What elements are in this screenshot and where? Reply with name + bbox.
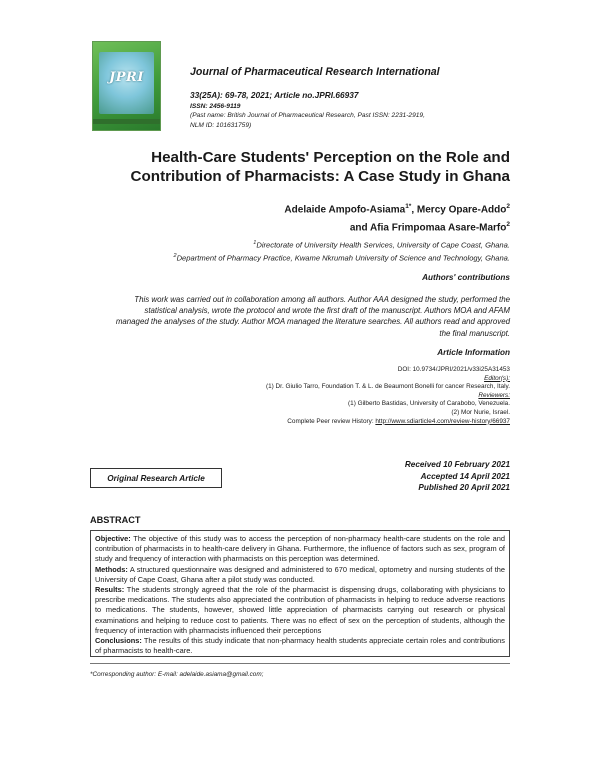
affiliation-line: Department of Pharmacy Practice, Kwame Nkrumah University of Science and Technology, Ghana. bbox=[176, 253, 510, 263]
results-label: Results: bbox=[95, 585, 125, 595]
affiliation-mark: 2 bbox=[173, 252, 177, 259]
journal-logo: JPRI bbox=[109, 70, 144, 85]
journal-cover-image bbox=[93, 42, 160, 130]
author-affiliation-mark: 2 bbox=[506, 221, 510, 229]
author-affiliation-mark: 1* bbox=[405, 203, 412, 210]
author-name: Adelaide Ampofo-Asiama bbox=[284, 204, 406, 216]
review-history-label: Complete Peer review History: bbox=[287, 417, 376, 425]
issn: ISSN: 2456-9119 bbox=[190, 103, 241, 110]
conclusions-text: The results of this study indicate that non-pharmacy health students appreciate certain roles and contributions of pharmacists to health-care. bbox=[95, 636, 505, 656]
conclusions-label: Conclusions: bbox=[95, 636, 142, 646]
accepted-date: Accepted 14 April 2021 bbox=[420, 471, 510, 481]
editor-entry: (1) Dr. Giulio Tarro, Foundation T. & L. de Beaumont Bonelli for cancer Research, Italy. bbox=[265, 383, 510, 391]
abstract-objective bbox=[95, 534, 505, 565]
article-type-badge: Original Research Article bbox=[90, 468, 222, 488]
contributions-text: This work was carried out in collaboration among all authors. Author AAA designed the study, performed the statistical analysis, wrote the protocol and wrote the first draft of the manuscript. Authors MOA and AFAM managed the analyses of the study. Author MOA managed the literature searches. All authors read and approved the final manuscript. bbox=[115, 295, 510, 338]
article-info-heading: Article Information bbox=[437, 348, 510, 357]
methods-text: A structured questionnaire was designed and administered to 670 medical, optometry and nursing students of the University of Cape Coast, Ghana after a pilot study was conducted. bbox=[95, 564, 505, 584]
author-name: Mercy Opare-Addo bbox=[416, 204, 507, 216]
article-info bbox=[266, 366, 510, 426]
previous-name-line1: (Past name: British Journal of Pharmaceutical Research, Past ISSN: 2231-2919, bbox=[190, 112, 425, 119]
contributions-heading: Authors' contributions bbox=[422, 273, 510, 282]
author-conjunction: and bbox=[349, 222, 371, 234]
published-date: Published 20 April 2021 bbox=[418, 483, 510, 492]
abstract-heading: ABSTRACT bbox=[90, 515, 141, 525]
abstract-conclusions bbox=[95, 636, 505, 656]
author-name: Afia Frimpomaa Asare-Marfo bbox=[370, 222, 507, 234]
previous-name-line2: NLM ID: 101631759) bbox=[190, 122, 252, 129]
affiliations bbox=[174, 238, 511, 263]
title-line2: Contribution of Pharmacists: A Case Study in Ghana bbox=[130, 168, 510, 185]
received-date: Received 10 February 2021 bbox=[404, 460, 510, 469]
journal-name: Journal of Pharmaceutical Research International bbox=[190, 66, 440, 78]
affiliation-mark: 1 bbox=[253, 240, 257, 246]
editor-label: Editor(s): bbox=[484, 374, 510, 382]
abstract-methods bbox=[95, 565, 505, 585]
objective-label: Objective: bbox=[95, 534, 131, 543]
methods-label: Methods: bbox=[95, 564, 128, 574]
corresponding-author-footnote: *Corresponding author: E-mail: adelaide.asiama@gmail.com; bbox=[90, 671, 264, 678]
paper-title bbox=[90, 148, 510, 186]
cover-strip bbox=[93, 119, 160, 124]
author-separator: , bbox=[411, 204, 417, 216]
reviewers-label: Reviewers: bbox=[478, 391, 510, 399]
review-history-link[interactable]: http://www.sdiarticle4.com/review-history/66937 bbox=[375, 417, 510, 425]
author-list bbox=[284, 199, 510, 236]
reviewer-entry: (2) Mor Nurie, Israel. bbox=[451, 408, 510, 416]
author-affiliation-mark: 2 bbox=[506, 203, 510, 210]
journal-meta bbox=[190, 90, 425, 130]
doi: DOI: 10.9734/JPRI/2021/v33i25A31453 bbox=[397, 366, 510, 373]
abstract-results bbox=[95, 585, 505, 636]
affiliation-line: Directorate of University Health Services, University of Cape Coast, Ghana. bbox=[256, 240, 510, 250]
publication-dates bbox=[405, 459, 510, 494]
objective-text: The objective of this study was to access the perception of non-pharmacy health-care students on the role and contribution of pharmacists in to health-care delivery in Ghana. Furthermore, the influence of factors such as sex, program of study and frequency of interaction with pharmacists on this perception was determined. bbox=[95, 534, 505, 564]
results-text: The students strongly agreed that the role of the pharmacist is dispensing drugs, collaborating with physicians to prescribe medications. The students also appreciated the contribution of pharmacists in helping to reduce adverse reactions to medications. The students, however, showed little appreciation of pharmacists carrying out research or physical examinations and helping to reduce cost to patients. There was no effect of sex on the perception of students, although the frequency of interaction with pharmacists influenced their perceptions bbox=[95, 585, 505, 635]
reviewer-entry: (1) Gilberto Bastidas, University of Carabobo, Venezuela. bbox=[348, 400, 510, 408]
volume-line: 33(25A): 69-78, 2021; Article no.JPRI.66937 bbox=[190, 90, 359, 100]
abstract-box bbox=[90, 530, 510, 657]
footnote-divider bbox=[90, 663, 510, 664]
title-line1: Health-Care Students' Perception on the Role and bbox=[151, 149, 510, 166]
